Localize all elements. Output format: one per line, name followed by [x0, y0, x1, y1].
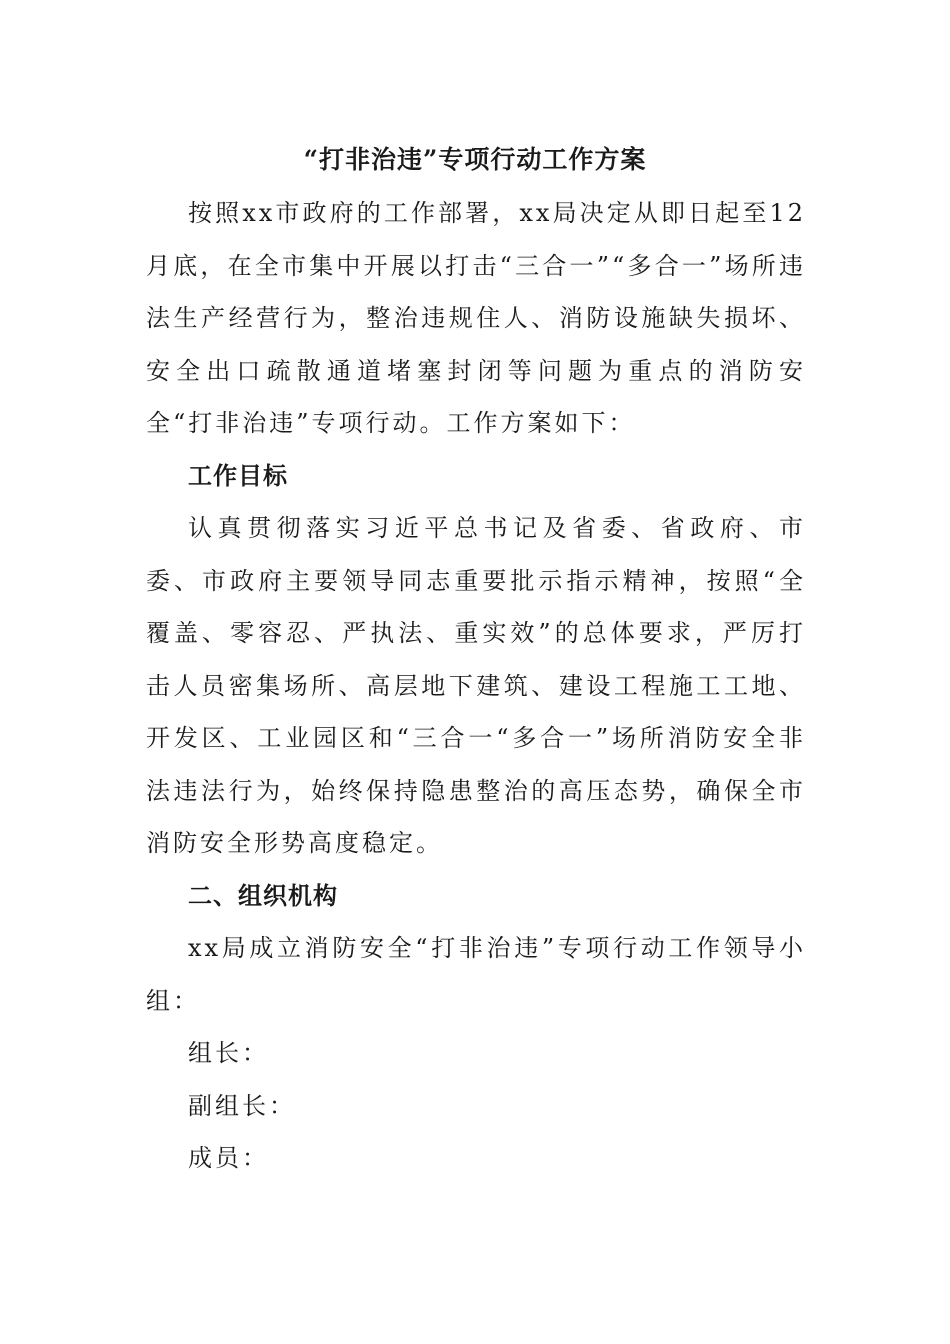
goals-paragraph: 认真贯彻落实习近平总书记及省委、省政府、市委、市政府主要领导同志重要批示指示精神，按照“全覆盖、零容忍、严执法、重实效”的总体要求，严厉打击人员密集场所、高层地下建筑、建设工程施工工地、开发区、工业园区和“三合一“多合一”场所消防安全非法违法行为，始终保持隐患整治的高压态势，确保全市消防安全形势高度稳定。	[146, 514, 806, 857]
document-body	[146, 187, 806, 1185]
document-title: “打非治违”专项行动工作方案	[303, 145, 647, 174]
organization-paragraph: xx局成立消防安全“打非治违”专项行动工作领导小组：	[146, 934, 806, 1015]
members-line: 成员：	[188, 1144, 269, 1172]
deputy-leader-line: 副组长：	[188, 1091, 296, 1120]
leader-line: 组长：	[188, 1039, 269, 1067]
section-heading-organization: 二、组织机构	[188, 880, 338, 910]
intro-paragraph: 按照xx市政府的工作部署，xx局决定从即日起至12月底，在全市集中开展以打击“三合一”“多合一”场所违法生产经营行为，整治违规住人、消防设施缺失损坏、安全出口疏散通道堵塞封闭等问题为重点的消防安全“打非治违”专项行动。工作方案如下：	[146, 199, 806, 437]
section-heading-goals: 工作目标	[188, 460, 288, 490]
